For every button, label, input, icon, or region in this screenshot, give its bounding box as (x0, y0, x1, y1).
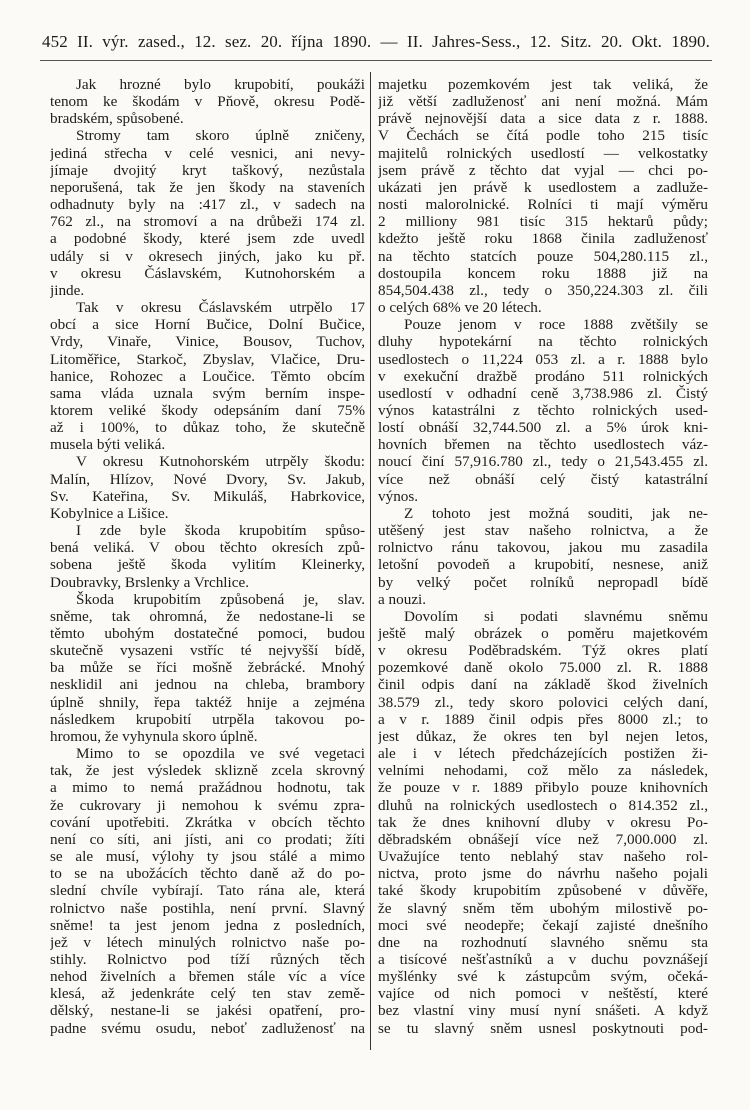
text-line: letošní povodeň a krupobití, nesnese, aniž (378, 556, 708, 574)
text-line: skutečně vysazeni vstříc té nejvyšší bídě, (50, 642, 365, 660)
text-line: jediná střecha v celé vesnici, ani nevy- (50, 144, 365, 162)
text-line: v okresu Čáslavském, Kutnohorském a (50, 264, 365, 282)
text-line: moci své neodepře; čekají zajisté dnešního (378, 916, 708, 934)
text-line: ba může se říci mošně žebrácké. Mnohý (50, 659, 365, 677)
paragraph (50, 299, 365, 453)
text-line: dluhy hypotekární na těchto rolnických (378, 333, 708, 351)
text-line: ukázati jen právě k usedlostem a zadluže- (378, 178, 708, 196)
text-line: jinde. (50, 281, 85, 299)
text-line: to se na ubožácích těchto daně až do po- (50, 865, 365, 883)
text-line: obcí a sice Horní Bučice, Dolní Bučice, (50, 316, 365, 334)
text-line: že cukrovary ji nemohou k svému zpra- (50, 796, 365, 814)
text-line: jsem právě z těchto dat vyjal — chci po- (378, 161, 708, 179)
text-line: a tisícové nešťastníků a v duchu povznášejí (378, 950, 708, 968)
paragraph (50, 522, 365, 591)
text-line: děbradském obnášejí více než 7,000.000 zl. (378, 830, 708, 848)
text-line: Sv. Kateřina, Sv. Mikuláš, Habrkovice, (50, 487, 365, 505)
left-column (50, 76, 365, 1037)
text-line: nehod živelních a břemen stále víc a více (50, 968, 365, 986)
page-header: 452 II. výr. zased., 12. sez. 20. října 1890. — II. Jahres-Sess., 12. Sitz. 20. Okt. 1890. (42, 32, 710, 51)
text-line: Z tohoto jest možná souditi, jak ne- (404, 504, 708, 522)
text-line: že pouze v r. 1889 přibylo pouze knihovních (378, 779, 708, 797)
paragraph (50, 453, 365, 522)
text-line: V okresu Kutnohorském utrpěly škodu: (76, 453, 365, 471)
text-line: pozemkové daně okolo 75.000 zl. R. 1888 (378, 659, 708, 677)
text-line: usedlostí v odhadní ceně 3,738.986 zl. Čistý (378, 384, 708, 402)
text-line: a mimo to nemá pražádnou hodnotu, tak (50, 779, 365, 797)
text-line: Jak hrozné bylo krupobití, poukáži (76, 76, 365, 93)
text-line: 38.579 zl., tedy skoro polovici celých daní, (378, 693, 708, 711)
text-line: právě nejnovější data a sice data z r. 1888. (378, 110, 708, 128)
text-line: Škoda krupobitím způsobená je, slav. (76, 590, 365, 608)
text-line: vajíce od nich pomoci v neštěstí, které (378, 985, 708, 1003)
text-line: rolnictvo naše postihla, není první. Slavný (50, 899, 365, 917)
text-line: jímaje dvojitý kryt taškový, nezůstala (50, 161, 365, 179)
column-divider (370, 72, 371, 1050)
text-line: ale i v létech předcházejících postižen ži- (378, 745, 708, 763)
text-line: tak že dnes knihovní dluby v okresu Po- (378, 813, 708, 831)
text-line: Stromy tam skoro úplně zničeny, (76, 127, 365, 145)
text-line: a podobné škody, které jsem zde uvedl (50, 230, 365, 248)
text-line: usedlostech o 11,224 053 zl. a r. 1888 bylo (378, 350, 708, 368)
text-line: kdežto ještě roku 1868 činila zadluženosť (378, 230, 708, 248)
text-line: Vrdy, Vinaře, Vinice, Bousov, Tuchov, (50, 333, 365, 351)
paragraph (50, 591, 365, 745)
text-line: nosti malorolnické. Rolníci ti mají výměru (378, 196, 708, 214)
paragraph (50, 745, 365, 1037)
text-line: majetku pozemkovém jest tak veliká, že (378, 76, 708, 93)
text-line: I zde byle škoda krupobitím spůso- (76, 522, 365, 540)
text-line: dluhů na rolnických usedlostech o 814.352 zl., (378, 796, 708, 814)
text-line: a v r. 1889 činil odpis přes 8000 zl.; to (378, 710, 708, 728)
text-line: Kobylnice a Lišice. (50, 504, 169, 522)
text-line: 2 milliony 981 tisíc 315 hektarů půdy; (378, 213, 708, 231)
text-line: těmto ubohým dostatečné pomoci, budou (50, 625, 365, 642)
text-line: sobena ještě škoda vylitím Kleinerky, (50, 556, 365, 574)
text-line: Doubravky, Brslenky a Vrchlice. (50, 573, 250, 591)
text-line: utěšený jest stav našeho rolnictva, a že (378, 522, 708, 540)
paragraph (50, 127, 365, 299)
text-line: Mimo to se opozdila ve své vegetaci (76, 745, 365, 763)
text-line: sněme! ta jest jenom jedna z posledních, (50, 916, 365, 934)
text-line: jest důkaz, že okres ten byl nejen letos, (378, 727, 708, 745)
text-line: tak, že jest výsledek sklizně zcela skrovný (50, 762, 365, 780)
text-line: také škody krupobitím způsobené v důvěře, (378, 882, 708, 900)
text-line: úplně shnily, řepa taktéž hnije a zejména (50, 693, 365, 711)
text-line: nictva, proto jsme do návrhu našeho pojali (378, 865, 708, 883)
text-line: V Čechách se čítá podle toho 215 tisíc (378, 127, 708, 145)
text-line: více než obnáší celý čistý katastrální (378, 470, 708, 488)
text-line: dělský, nestane-li se jakési opatření, pro- (50, 1002, 365, 1020)
text-line: že slavný sněm těm ubohým milostivě po- (378, 899, 708, 917)
text-line: padne svému osudu, neboť zadluženosť na (50, 1019, 365, 1037)
text-line: Tak v okresu Čáslavském utrpělo 17 (76, 299, 365, 317)
text-line: klesá, až jedenkráte celý ten stav země- (50, 985, 365, 1003)
right-column (378, 76, 708, 1037)
text-line: odhadnuty byly na :417 zl., v sadech na (50, 196, 365, 214)
text-line: noucí činí 57,916.780 zl., tedy o 21,543.455 zl. (378, 453, 708, 471)
text-line: slední chvíle vybírají. Tato rána ale, která (50, 882, 365, 900)
text-line: sněme, tak ohromná, že nedostane-li se (50, 607, 365, 625)
text-line: není co síti, ani jísti, ani co prodati; žíti (50, 830, 365, 848)
text-line: až i 100%, to důkaz toho, že skutečně (50, 419, 365, 437)
text-line: stihly. Rolnictvo pod tíží různých těch (50, 950, 365, 968)
text-line: Uvažujíce tento neblahý stav našeho rol- (378, 848, 708, 866)
text-line: ktorem veliké škody odepsáním daní 75% (50, 401, 365, 419)
text-line: o celých 68% ve 20 létech. (378, 299, 542, 317)
text-line: neporušená, tak že jen škody na staveních (50, 178, 365, 196)
text-line: dostoupila koncem roku 1888 již na (378, 264, 708, 282)
text-line: cování upotřebiti. Zkrátka v obcích těchto (50, 813, 365, 831)
text-line: se tu slavný sněm usnesl poskytnouti pod- (378, 1019, 708, 1037)
text-line: udály si v okresech jiných, jako ku př. (50, 247, 365, 265)
text-line: dne na rozhodnutí slavného sněmu sta (378, 933, 708, 951)
text-line: jež v létech minulých rolnictvo naše po- (50, 933, 365, 951)
paragraph (378, 316, 708, 505)
text-line: by velký počet rolníků nepropadl bídě (378, 573, 708, 591)
text-line: majitelů rolnických usedlostí — velkostatky (378, 144, 708, 162)
text-line: bradském, spůsobené. (50, 110, 184, 128)
text-line: následkem krupobití utrpěla takovou po- (50, 710, 365, 728)
text-line: ještě malý obrázek o poměru majetkovém (378, 625, 708, 642)
text-line: na těchto statcích pouze 504,280.115 zl., (378, 247, 708, 265)
text-line: myšlénky své k zástupcům svým, očeká- (378, 968, 708, 986)
paragraph (378, 608, 708, 1037)
header-rule (40, 60, 712, 61)
text-line: 854,504.438 zl., tedy o 350,224.303 zl. čili (378, 281, 708, 299)
text-line: Pouze jenom v roce 1888 zvětšily se (404, 316, 708, 334)
text-line: se ale musí, výlohy ty jsou stálé a mimo (50, 848, 365, 866)
text-line: musela býti veliká. (50, 436, 166, 454)
text-line: již větší zadluženosť ani není možná. Mám (378, 93, 708, 111)
text-line: výnos katastrálni z těchto rolnických used- (378, 401, 708, 419)
text-line: lostí obnáší 32,744.500 zl. a 5% úrok kni- (378, 419, 708, 437)
text-line: činil odpis daní na základě škod živelních (378, 676, 708, 694)
text-line: tenom ke škodám v Pňově, okresu Podě- (50, 93, 365, 111)
text-line: rolnictvo ránu takovou, jakou mu zasadila (378, 539, 708, 557)
text-line: bez vlastní viny musí nyní snášeti. A když (378, 1002, 708, 1020)
text-line: Malín, Hlízov, Nové Dvory, Sv. Jakub, (50, 470, 365, 488)
text-line: hanice, Rohozec a Loučice. Těmto obcím (50, 367, 365, 385)
text-line: v okresu Poděbradském. Týž okres platí (378, 642, 708, 660)
text-line: výnos. (378, 487, 419, 505)
paragraph (378, 76, 708, 316)
text-line: v exekuční dražbě prodáno 511 rolnických (378, 367, 708, 385)
text-line: a nouzi. (378, 590, 427, 608)
text-line: Dovolím si podati slavnému sněmu (404, 607, 708, 625)
paragraph (378, 505, 708, 608)
paragraph (50, 76, 365, 127)
text-line: Litoměřice, Starkoč, Zbyslav, Vlačice, Dru- (50, 350, 365, 368)
text-line: sama vláda uznala svým berním inspe- (50, 384, 365, 402)
text-line: bená veliká. V obou těchto okresích způ- (50, 539, 365, 557)
text-line: hovních břemen na těchto usedlostech váz- (378, 436, 708, 454)
text-line: 762 zl., na stromoví a na drůbeži 174 zl. (50, 213, 365, 231)
text-line: velními nehodami, což mělo za následek, (378, 762, 708, 780)
text-line: nesklidil ani jednou na chleba, brambory (50, 676, 365, 694)
text-line: hromou, že vyhynula skoro úplně. (50, 727, 258, 745)
